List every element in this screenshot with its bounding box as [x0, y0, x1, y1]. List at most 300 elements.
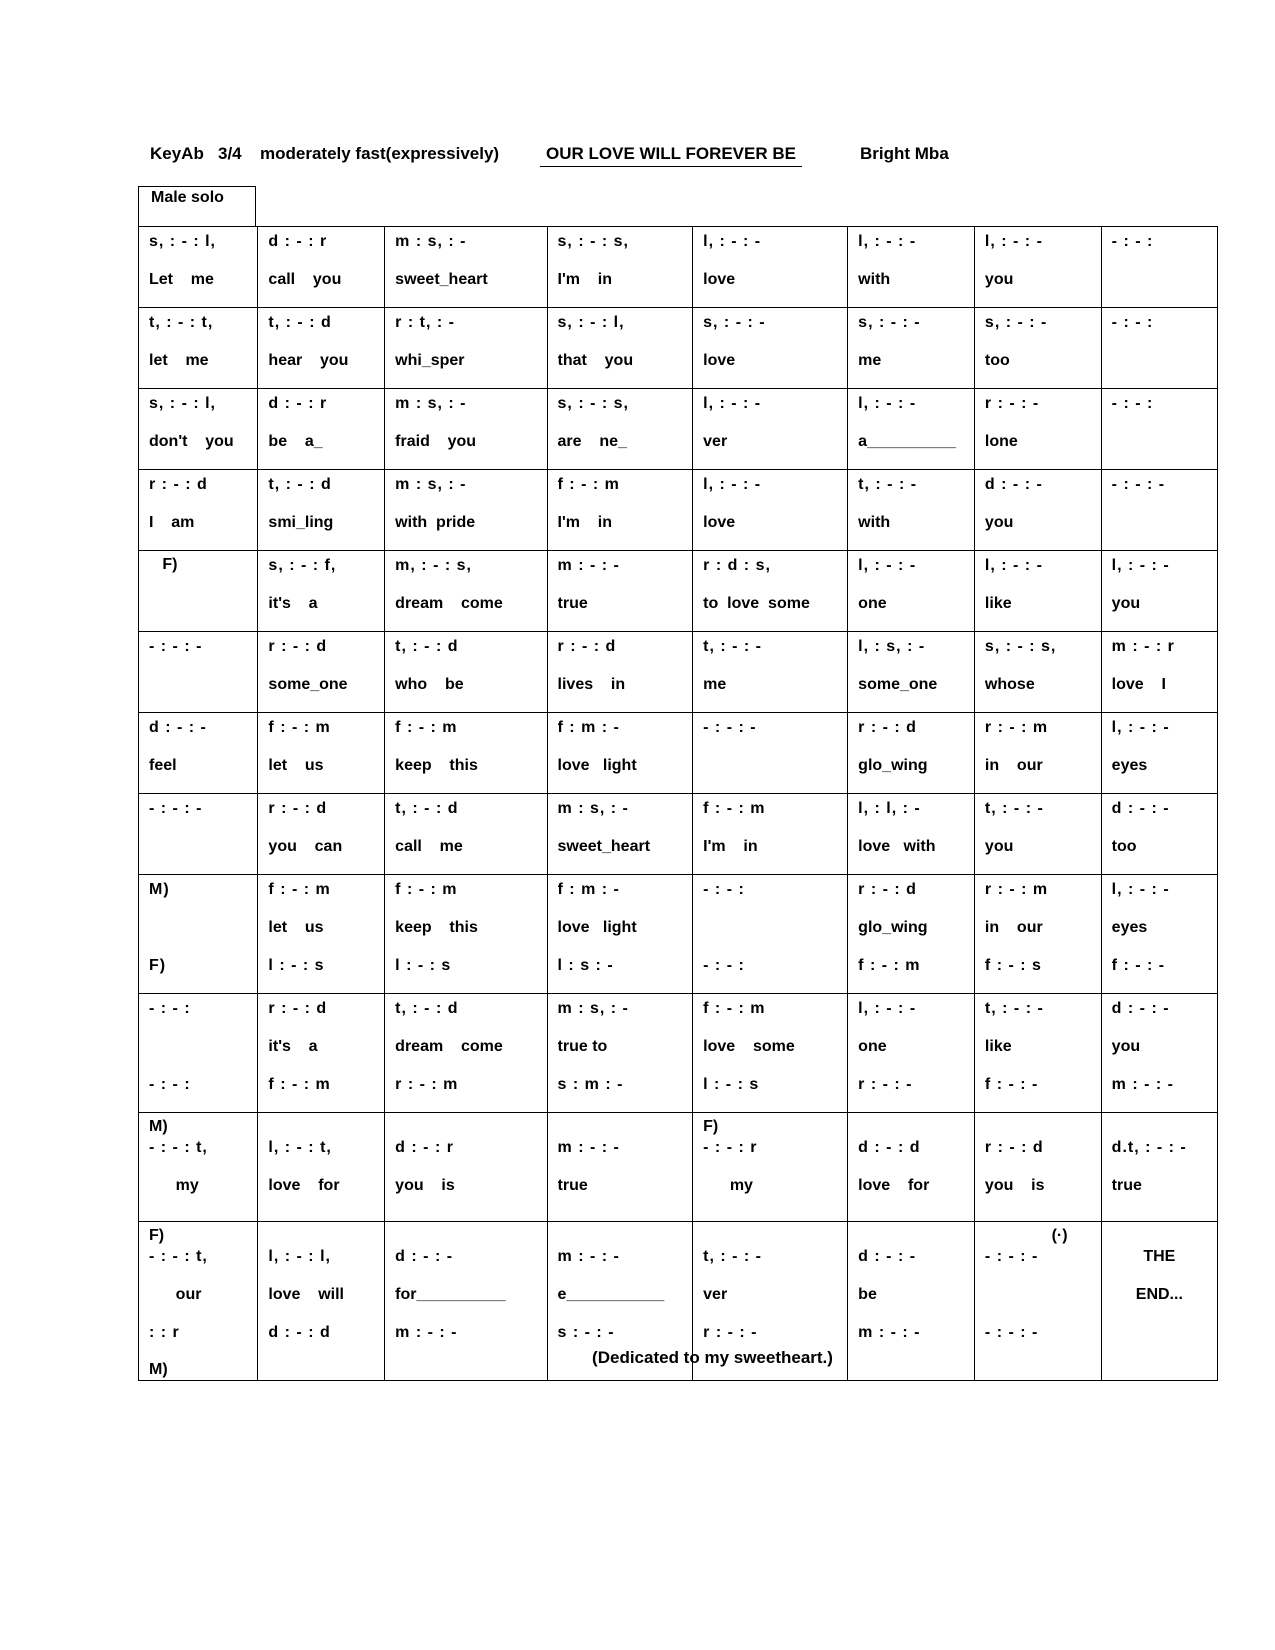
- lyric-text: with: [858, 271, 891, 288]
- lyric-text: [703, 917, 837, 955]
- lyric-text: eyes: [1111, 919, 1148, 936]
- measure-cell: [848, 470, 975, 551]
- lyric-text: for__________: [395, 1286, 506, 1303]
- lyric-text: you is: [984, 1177, 1045, 1194]
- solfa-notes: l, : l, : -: [858, 800, 921, 817]
- score-row: [139, 227, 1218, 308]
- voice-part-marker: [858, 1226, 964, 1246]
- solfa-notes: t, : - : -: [984, 800, 1044, 817]
- measure-cell: [385, 875, 547, 994]
- voice-part-marker: [703, 1226, 837, 1246]
- solfa-notes: - : - :: [1111, 314, 1154, 331]
- solfa-notes: d : - : d: [858, 1139, 921, 1156]
- measure-cell: [547, 794, 693, 875]
- lyric-text: our: [149, 1286, 202, 1303]
- voice-part-marker: F): [149, 1227, 165, 1244]
- voice-part-marker: [395, 1226, 536, 1246]
- solfa-notes: f : - : m: [268, 881, 331, 898]
- solfa-notes: - : - : t,: [149, 1248, 208, 1265]
- measure-cell: [848, 632, 975, 713]
- solfa-notes: s, : - : -: [858, 314, 921, 331]
- lyric-text: fraid you: [395, 433, 477, 450]
- solfa-notes: s, : - : l,: [557, 314, 625, 331]
- solfa-notes: l, : s, : -: [858, 638, 926, 655]
- lyric-text: my: [149, 1177, 199, 1194]
- solfa-notes: - : - :: [703, 881, 745, 898]
- measure-cell: [974, 875, 1101, 994]
- measure-cell: [547, 551, 693, 632]
- solfa-notes: l, : - : -: [858, 557, 917, 574]
- measure-cell: [1101, 1113, 1217, 1222]
- measure-cell: [1101, 794, 1217, 875]
- solfa-notes: m : - : -: [1111, 1076, 1174, 1093]
- voice-part-marker: [1112, 1117, 1207, 1137]
- solfa-notes: l : - : s: [395, 957, 452, 974]
- lyric-text: some_one: [858, 676, 938, 693]
- lyric-text: ver: [703, 1286, 728, 1303]
- lyric-text: true: [1111, 1177, 1142, 1194]
- measure-cell: [693, 875, 848, 994]
- lyric-text: [149, 1036, 247, 1074]
- measure-cell: [848, 551, 975, 632]
- measure-cell: [258, 389, 385, 470]
- measure-cell: [693, 713, 848, 794]
- lyric-text: to love some: [703, 595, 810, 612]
- measure-cell: [693, 794, 848, 875]
- lyric-text: dream come: [395, 1038, 503, 1055]
- measure-cell: [1101, 713, 1217, 794]
- lyric-text: [149, 575, 247, 613]
- solfa-notes: - : - : t,: [149, 1139, 208, 1156]
- solfa-notes: t, : - : -: [703, 638, 763, 655]
- solfa-notes: - : - :: [149, 1000, 191, 1017]
- lyric-text: love: [703, 352, 736, 369]
- solfa-notes: d : - : r: [395, 1139, 454, 1156]
- measure-cell: [385, 713, 547, 794]
- measure-cell: [693, 994, 848, 1113]
- measure-cell: [974, 994, 1101, 1113]
- solfa-notes: - : - :: [703, 957, 745, 974]
- solfa-notes: t, : - : -: [984, 1000, 1044, 1017]
- lyric-text: don't you: [149, 433, 234, 450]
- measure-cell: [258, 713, 385, 794]
- solfa-notes: r : - : -: [703, 1324, 758, 1341]
- solfa-notes: d : - : -: [858, 1248, 917, 1265]
- lyric-text: love will: [268, 1286, 344, 1303]
- solfa-notes: l, : - : -: [858, 233, 917, 250]
- lyric-text: too: [1111, 838, 1137, 855]
- lyric-text: feel: [149, 757, 177, 774]
- solfa-notes: s, : - : s,: [984, 638, 1057, 655]
- solfa-notes: t, : - : d: [395, 638, 459, 655]
- solfa-notes: d : - : r: [268, 233, 328, 250]
- measure-cell: [547, 389, 693, 470]
- solfa-notes: d : - : -: [984, 476, 1043, 493]
- solfa-notes: s, : - : -: [703, 314, 766, 331]
- lyric-text: love for: [858, 1177, 930, 1194]
- lyric-text: whose: [984, 676, 1035, 693]
- lyric-text: [985, 1284, 1091, 1322]
- solfa-notes: m : s, : -: [395, 395, 467, 412]
- voice-part-marker: [1112, 1226, 1207, 1246]
- lyric-text: [1112, 350, 1207, 388]
- lyric-text: with pride: [395, 514, 476, 531]
- solfa-notes: f : - : -: [984, 1076, 1039, 1093]
- solfa-notes: m : s, : -: [395, 233, 467, 250]
- lyric-text: in our: [984, 919, 1043, 936]
- lyric-text: you: [1111, 1038, 1141, 1055]
- solfa-notes: r : t, : -: [395, 314, 455, 331]
- solfa-notes: l, : - : l,: [268, 1248, 331, 1265]
- lyric-text: a__________: [858, 433, 957, 450]
- measure-cell: [139, 875, 258, 994]
- lyric-text: me: [703, 676, 727, 693]
- score-row: [139, 794, 1218, 875]
- solfa-notes: - : - : -: [149, 800, 203, 817]
- measure-cell: [258, 551, 385, 632]
- measure-cell: [848, 794, 975, 875]
- solfa-notes: f : - : m: [703, 800, 766, 817]
- lyric-text: it's a: [268, 595, 318, 612]
- key-signature: KeyAb: [150, 144, 204, 163]
- solfa-notes: m, : - : s,: [395, 557, 472, 574]
- solfa-notes: l : - : s: [703, 1076, 760, 1093]
- lyric-text: like: [984, 595, 1012, 612]
- lyric-text: I am: [149, 514, 195, 531]
- solfa-notes: l, : - : -: [703, 395, 762, 412]
- measure-cell: [974, 470, 1101, 551]
- measure-cell: [848, 875, 975, 994]
- solfa-notes: : : r: [149, 1324, 180, 1341]
- measure-cell: [258, 1113, 385, 1222]
- solfa-notes: - : - : -: [149, 638, 203, 655]
- solfa-notes: r : - : d: [858, 719, 917, 736]
- solfa-notes: F): [149, 957, 167, 974]
- solfa-notes: r : - : m: [395, 1076, 459, 1093]
- solfa-notes: d : - : -: [1111, 800, 1170, 817]
- lyric-text: with: [858, 514, 891, 531]
- solfa-notes: s, : - : l,: [149, 233, 216, 250]
- score-row: [139, 875, 1218, 994]
- ending-text: THE: [1143, 1248, 1176, 1265]
- lyric-text: ver: [703, 433, 728, 450]
- sol-fa-score-grid: [138, 226, 1218, 1381]
- solfa-notes: m : - : -: [557, 557, 620, 574]
- solfa-notes: f : m : -: [557, 881, 620, 898]
- measure-cell: [693, 1113, 848, 1222]
- lyric-text: [149, 836, 247, 874]
- lyric-text: hear you: [268, 352, 349, 369]
- measure-cell: [848, 389, 975, 470]
- measure-cell: [1101, 875, 1217, 994]
- composer-name: Bright Mba: [860, 144, 949, 163]
- lyric-text: be: [858, 1286, 877, 1303]
- voice-part-marker: F): [149, 556, 178, 573]
- solfa-notes: d : - : r: [268, 395, 328, 412]
- measure-cell: [974, 1113, 1101, 1222]
- solfa-notes: s, : - : f,: [268, 557, 337, 574]
- solfa-notes: s, : - : s,: [557, 395, 629, 412]
- score-header: [150, 144, 1155, 170]
- measure-cell: [974, 227, 1101, 308]
- measure-cell: [848, 994, 975, 1113]
- solfa-notes: m : s, : -: [557, 1000, 629, 1017]
- lyric-text: I'm in: [557, 514, 613, 531]
- measure-cell: [258, 227, 385, 308]
- measure-cell: [258, 470, 385, 551]
- solfa-notes: l, : - : -: [703, 233, 762, 250]
- voice-part-marker: [268, 1117, 374, 1137]
- measure-cell: [1101, 632, 1217, 713]
- measure-cell: [547, 308, 693, 389]
- solfa-notes: d : - : d: [268, 1324, 331, 1341]
- lyric-text: you is: [395, 1177, 455, 1194]
- solfa-notes: r : - : -: [858, 1076, 913, 1093]
- solfa-notes: - : - : -: [703, 719, 757, 736]
- lyric-text: I'm in: [557, 271, 613, 288]
- solfa-notes: s : - : -: [557, 1324, 615, 1341]
- lyric-text: love light: [557, 919, 637, 936]
- measure-cell: [1101, 470, 1217, 551]
- solfa-notes: r : - : -: [984, 395, 1040, 412]
- voice-part-marker: [558, 1117, 683, 1137]
- measure-cell: [139, 713, 258, 794]
- lyric-text: [703, 755, 837, 793]
- measure-cell: [974, 713, 1101, 794]
- solfa-notes: d : - : -: [395, 1248, 454, 1265]
- solfa-notes: - : - : -: [984, 1248, 1039, 1265]
- measure-cell: [139, 470, 258, 551]
- lyric-text: like: [984, 1038, 1012, 1055]
- measure-cell: [693, 551, 848, 632]
- lyric-text: lone: [984, 433, 1018, 450]
- measure-cell: [547, 994, 693, 1113]
- solo-label: Male solo: [138, 186, 256, 226]
- lyric-text: you: [984, 838, 1014, 855]
- solfa-notes: - : - :: [149, 1076, 191, 1093]
- lyric-text: call me: [395, 838, 463, 855]
- solfa-notes: r : d : s,: [703, 557, 771, 574]
- score-row: [139, 551, 1218, 632]
- solfa-notes: r : - : m: [984, 719, 1049, 736]
- solfa-notes: l : s : -: [557, 957, 614, 974]
- solfa-notes: r : - : d: [268, 1000, 328, 1017]
- measure-cell: [547, 1113, 693, 1222]
- lyric-text: let me: [149, 352, 209, 369]
- dedication-text: (Dedicated to my sweetheart.): [592, 1348, 833, 1367]
- lyric-text: [1112, 269, 1207, 307]
- solfa-notes: f : - : m: [703, 1000, 766, 1017]
- measure-cell: [139, 632, 258, 713]
- solfa-notes: - : - : r: [703, 1139, 758, 1156]
- lyric-text: dream come: [395, 595, 503, 612]
- measure-cell: [974, 389, 1101, 470]
- measure-cell: [139, 551, 258, 632]
- lyric-text: be a_: [268, 433, 323, 450]
- solfa-notes: l, : - : -: [858, 395, 917, 412]
- measure-cell: [1101, 994, 1217, 1113]
- measure-cell: [1101, 389, 1217, 470]
- lyric-text: [149, 917, 247, 955]
- song-title: OUR LOVE WILL FOREVER BE: [540, 144, 802, 167]
- solfa-notes: r : - : d: [984, 1139, 1044, 1156]
- solfa-notes: d : - : -: [149, 719, 207, 736]
- measure-cell: [385, 1113, 547, 1222]
- voice-part-marker: [858, 1117, 964, 1137]
- voice-part-marker: (·): [984, 1227, 1068, 1244]
- lyric-text: glo_wing: [858, 757, 928, 774]
- solfa-notes: s : m : -: [557, 1076, 624, 1093]
- lyric-text: are ne_: [557, 433, 627, 450]
- solfa-notes: t, : - : d: [395, 1000, 459, 1017]
- lyric-text: love: [703, 514, 736, 531]
- measure-cell: [385, 794, 547, 875]
- solfa-notes: s, : - : l,: [149, 395, 216, 412]
- solfa-notes: l, : - : t,: [268, 1139, 332, 1156]
- measure-cell: [547, 875, 693, 994]
- lyric-text: in our: [984, 757, 1043, 774]
- lyric-text: love some: [703, 1038, 795, 1055]
- solfa-notes: m : - : -: [858, 1324, 921, 1341]
- voice-part-marker: [395, 1117, 536, 1137]
- lyric-text: call you: [268, 271, 342, 288]
- voice-part-marker: [558, 1226, 683, 1246]
- lyric-text: glo_wing: [858, 919, 928, 936]
- measure-cell: [848, 308, 975, 389]
- lyric-text: lives in: [557, 676, 626, 693]
- solfa-notes: f : m : -: [557, 719, 620, 736]
- lyric-text: you: [984, 514, 1014, 531]
- solfa-notes: t, : - : -: [858, 476, 918, 493]
- lyric-text: you can: [268, 838, 343, 855]
- measure-cell: [139, 994, 258, 1113]
- solfa-notes: l, : - : -: [1111, 881, 1170, 898]
- measure-cell: [258, 875, 385, 994]
- lyric-text: eyes: [1111, 757, 1148, 774]
- solfa-notes: f : - : s: [984, 957, 1042, 974]
- measure-cell: [139, 308, 258, 389]
- measure-cell: [693, 308, 848, 389]
- measure-cell: [139, 794, 258, 875]
- lyric-text: let us: [268, 919, 324, 936]
- lyric-text: keep this: [395, 919, 478, 936]
- solfa-notes: t, : - : -: [703, 1248, 763, 1265]
- measure-cell: [848, 1113, 975, 1222]
- measure-cell: [385, 389, 547, 470]
- score-row: [139, 994, 1218, 1113]
- measure-cell: [385, 632, 547, 713]
- measure-cell: [1101, 308, 1217, 389]
- solfa-notes: m : s, : -: [395, 476, 467, 493]
- lyric-text: keep this: [395, 757, 478, 774]
- solfa-notes: f : - : -: [1111, 957, 1166, 974]
- solfa-notes: m : - : -: [395, 1324, 458, 1341]
- lyric-text: some_one: [268, 676, 348, 693]
- score-row: [139, 632, 1218, 713]
- measure-cell: [547, 632, 693, 713]
- solfa-notes: r : - : d: [858, 881, 917, 898]
- score-row: [139, 470, 1218, 551]
- solfa-notes: l, : - : -: [984, 557, 1043, 574]
- solfa-notes: m : - : -: [557, 1248, 620, 1265]
- lyric-text: [149, 674, 247, 712]
- lyric-text: [1112, 512, 1207, 550]
- solfa-notes: f : - : m: [395, 881, 458, 898]
- measure-cell: [385, 551, 547, 632]
- lyric-text: true to: [557, 1038, 608, 1055]
- lyric-text: sweet_heart: [557, 838, 651, 855]
- ending-text: END...: [1135, 1286, 1183, 1303]
- solfa-notes: m : - : -: [557, 1139, 620, 1156]
- measure-cell: [385, 308, 547, 389]
- measure-cell: [547, 713, 693, 794]
- score-row: [139, 713, 1218, 794]
- measure-cell: [693, 470, 848, 551]
- measure-cell: [139, 227, 258, 308]
- score-row: [139, 1113, 1218, 1222]
- measure-cell: [258, 994, 385, 1113]
- measure-cell: [974, 551, 1101, 632]
- lyric-text: you: [984, 271, 1014, 288]
- lyric-text: love with: [858, 838, 936, 855]
- solfa-notes: d : - : -: [1111, 1000, 1170, 1017]
- measure-cell: [974, 308, 1101, 389]
- solfa-notes: f : - : m: [395, 719, 458, 736]
- measure-cell: [693, 389, 848, 470]
- solfa-notes: s, : - : s,: [557, 233, 629, 250]
- dedication-footer: [0, 1348, 1275, 1368]
- measure-cell: [258, 794, 385, 875]
- solfa-notes: t, : - : d: [268, 314, 332, 331]
- solfa-notes: - : - :: [1111, 233, 1154, 250]
- solfa-notes: f : - : m: [858, 957, 921, 974]
- solfa-notes: - : - : -: [984, 1324, 1039, 1341]
- solfa-notes: m : s, : -: [557, 800, 629, 817]
- measure-cell: [547, 227, 693, 308]
- solfa-notes: f : - : m: [268, 719, 331, 736]
- score-row: [139, 389, 1218, 470]
- measure-cell: [1101, 551, 1217, 632]
- measure-cell: [974, 794, 1101, 875]
- lyric-text: too: [984, 352, 1010, 369]
- lyric-text: whi_sper: [395, 352, 465, 369]
- measure-cell: [139, 1113, 258, 1222]
- solfa-notes: l, : - : -: [1111, 557, 1170, 574]
- solfa-notes: r : - : d: [557, 638, 617, 655]
- solfa-notes: - : - :: [1111, 395, 1154, 412]
- lyric-text: love: [703, 271, 736, 288]
- solfa-notes: M): [149, 881, 170, 898]
- solfa-notes: l : - : s: [268, 957, 325, 974]
- solfa-notes: l, : - : -: [984, 233, 1043, 250]
- lyric-text: one: [858, 595, 887, 612]
- solfa-notes: t, : - : d: [395, 800, 459, 817]
- voice-part-marker: [985, 1117, 1091, 1137]
- voice-part-marker: M): [149, 1118, 168, 1135]
- measure-cell: [258, 308, 385, 389]
- solfa-notes: r : - : d: [268, 638, 328, 655]
- solfa-notes: r : - : m: [984, 881, 1049, 898]
- measure-cell: [258, 632, 385, 713]
- lyric-text: true: [557, 595, 588, 612]
- measure-cell: [385, 227, 547, 308]
- solfa-notes: s, : - : -: [984, 314, 1048, 331]
- lyric-text: my: [703, 1177, 753, 1194]
- lyric-text: love for: [268, 1177, 340, 1194]
- lyric-text: e___________: [557, 1286, 665, 1303]
- solfa-notes: l, : - : -: [858, 1000, 917, 1017]
- solfa-notes: l, : - : -: [1111, 719, 1170, 736]
